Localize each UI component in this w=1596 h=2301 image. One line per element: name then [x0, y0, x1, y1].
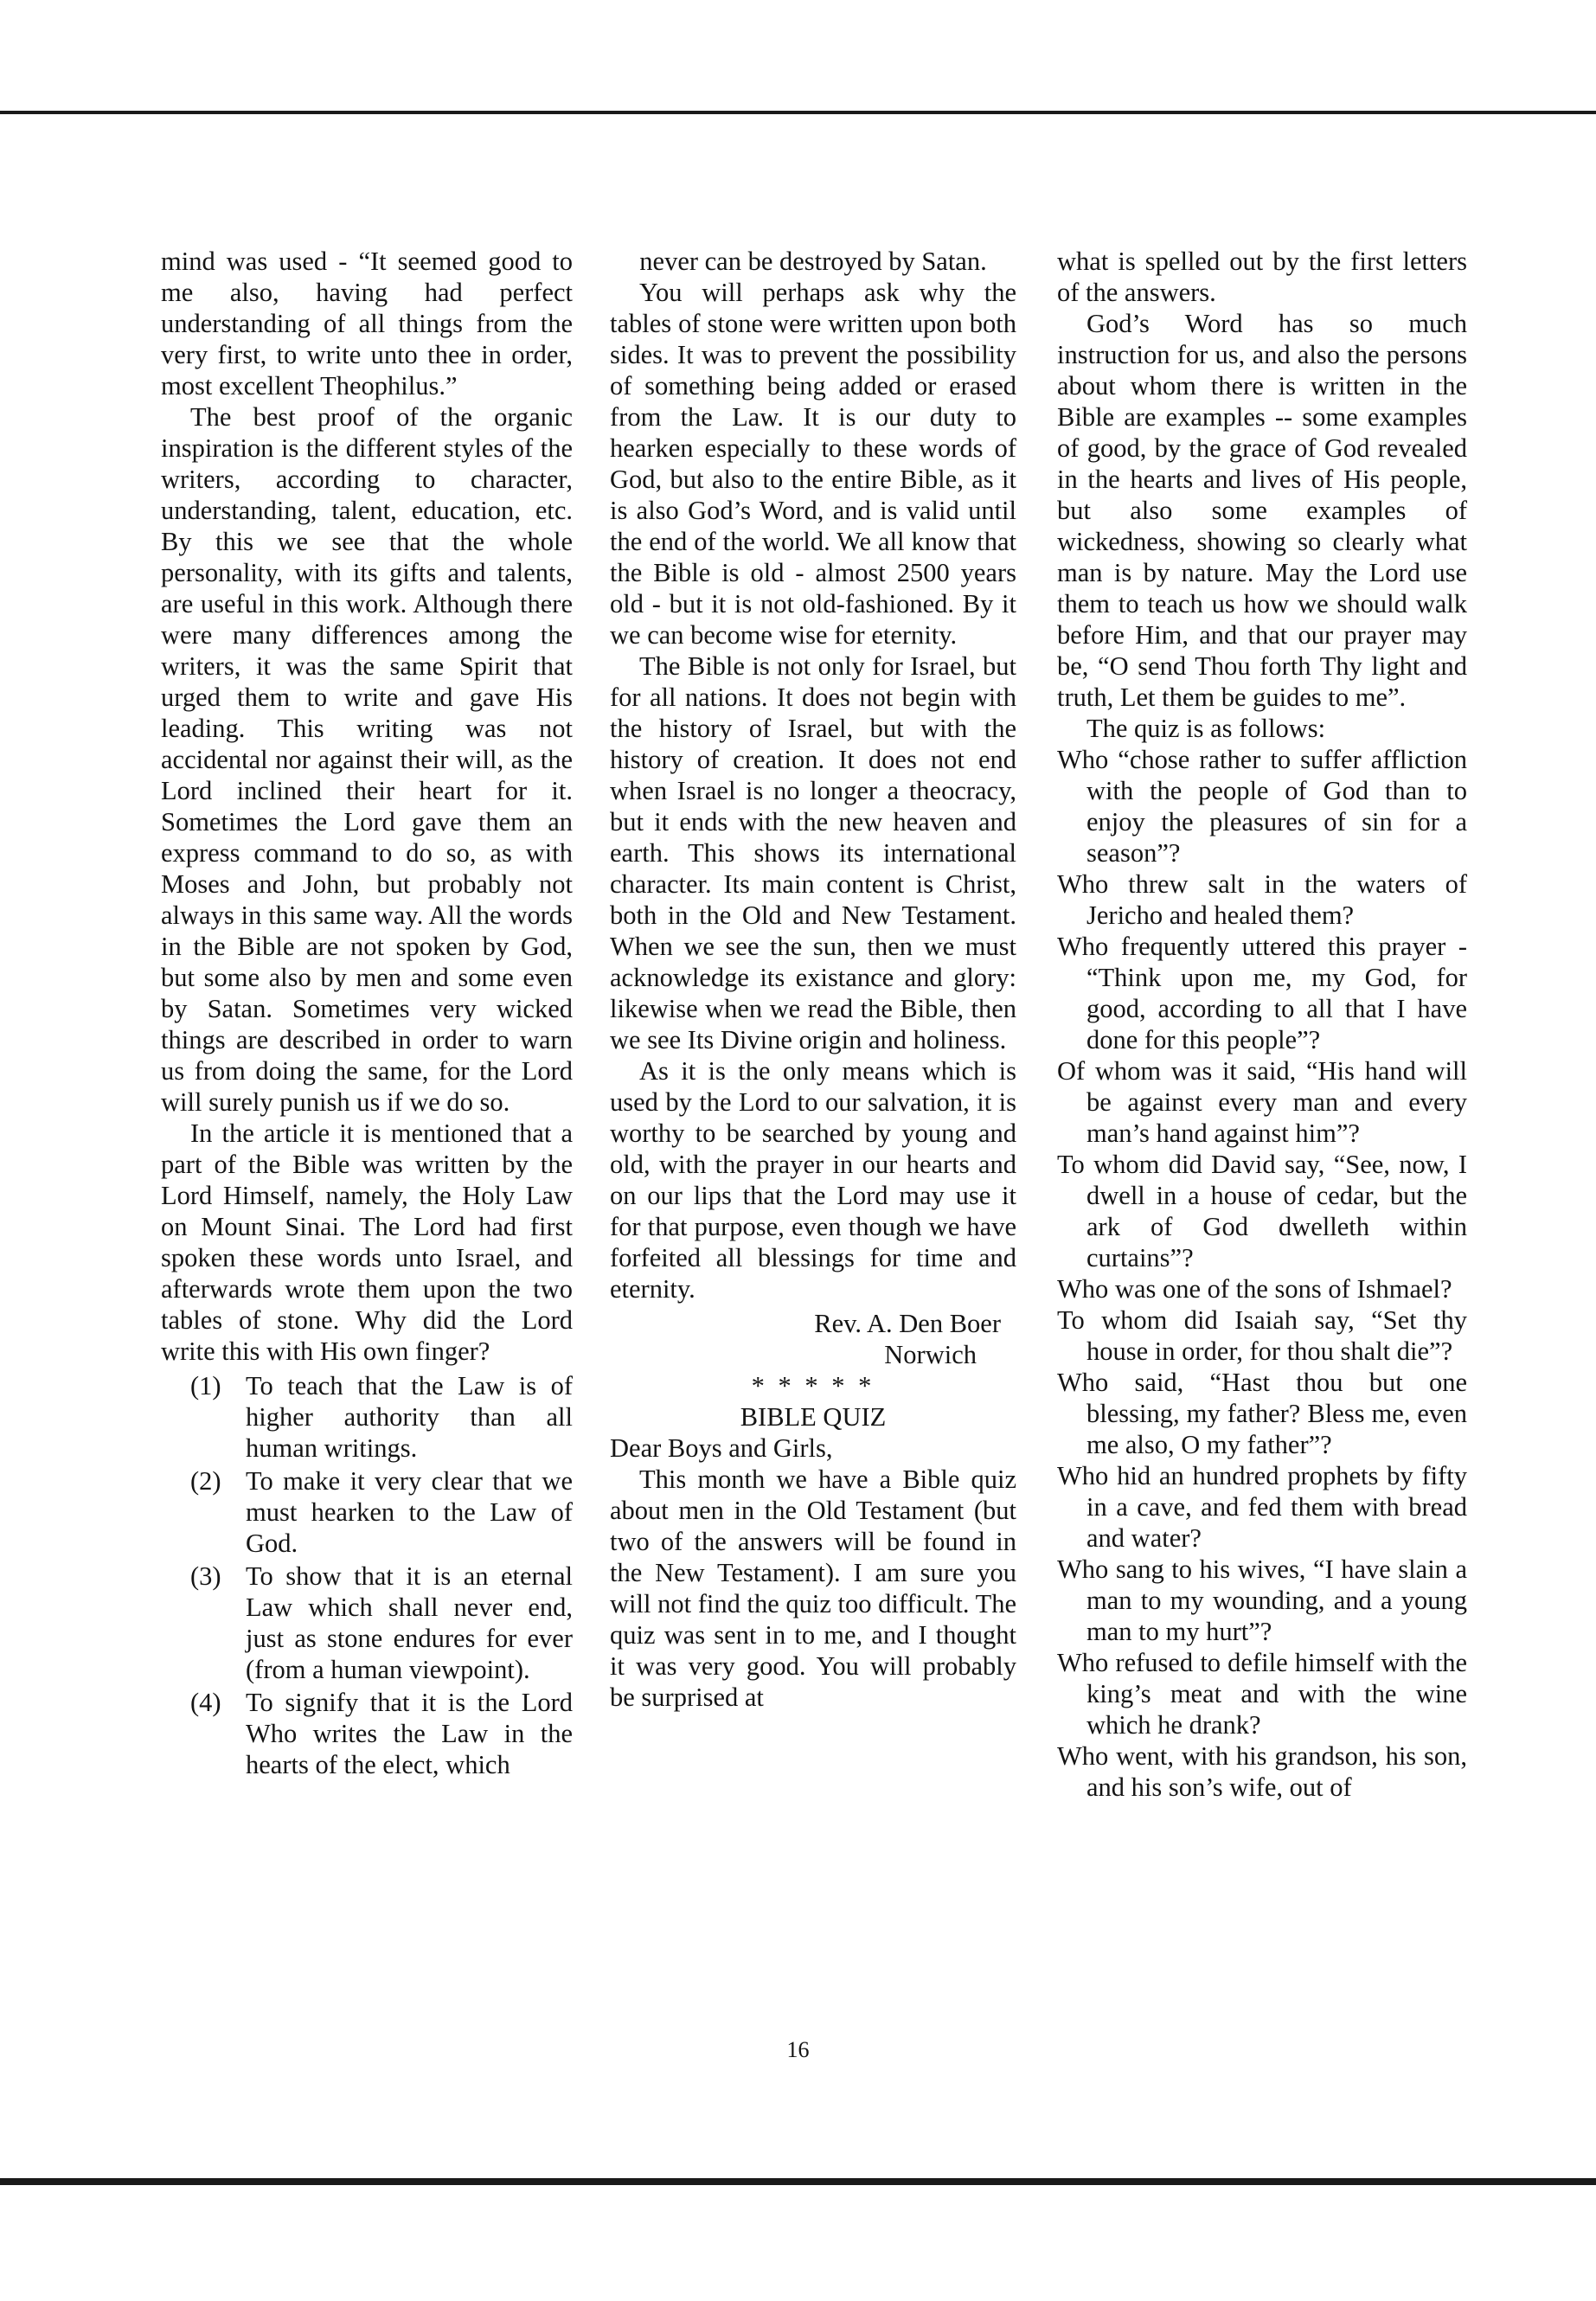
- column-3: [1057, 246, 1467, 1803]
- paragraph: God’s Word has so much instruction for us, and also the persons about whom there is written in the Bible are examples -- some examples of good, by the grace of God revealed in the hearts and lives of His people, but also some examples of wickedness, showing so clearly what man is by nature. May the Lord use them to teach us how we should walk before Him, and that our prayer may be, “O send Thou forth Thy light and truth, Let them be guides to me”.: [1057, 309, 1467, 712]
- paragraph: never can be destroyed by Satan.: [639, 247, 987, 276]
- quiz-question: Who hid an hundred prophets by fifty in a cave, and fed them with bread and water?: [1057, 1461, 1467, 1553]
- list-item: [190, 1370, 573, 1464]
- paragraph: This month we have a Bible quiz about men in the Old Testament (but two of the answers will be found in the New Testament). I am sure you will not find the quiz too difficult. The quiz was sent in to me, and I thought it was very good. You will probably be surprised at: [610, 1465, 1016, 1712]
- paragraph: The best proof of the organic inspiration is the different styles of the writers, according to character, understanding, talent, education, etc. By this we see that the whole personality, with its gifts and talents, are useful in this work. Although there were many differences among the writers, it was the same Spirit that urged them to write and gave His leading. This writing was not accidental nor against their will, as the Lord inclined their heart for it. Sometimes the Lord gave them an express command to do so, as with Moses and John, but probably not always in this same way. All the words in the Bible are not spoken by God, but some also by men and some even by Satan. Sometimes very wicked things are described in order to warn us from doing the same, for the Lord will surely punish us if we do so.: [161, 402, 573, 1117]
- paragraph: In the article it is mentioned that a part of the Bible was written by the Lord Himself, namely, the Holy Law on Mount Sinai. The Lord had first spoken these words unto Israel, and afterwards wrote them upon the two tables of stone. Why did the Lord write this with His own finger?: [161, 1118, 573, 1366]
- numbered-list: [190, 1370, 573, 1780]
- quiz-question: Who “chose rather to suffer affliction with the people of God than to enjoy the pleasures of sin for a season”?: [1057, 745, 1467, 868]
- paragraph: what is spelled out by the first letters of the answers.: [1057, 247, 1467, 307]
- quiz-lead: The quiz is as follows:: [1086, 714, 1326, 743]
- paragraph: You will perhaps ask why the tables of stone were written upon both sides. It was to prevent the possibility of something being added or erased from the Law. It is our duty to hearken especially to these words of God, but also to the entire Bible, as it is also God’s Word, and is valid until the end of the world. We all know that the Bible is old - almost 2500 years old - but it is not old-fashioned. By it we can become wise for eternity.: [610, 278, 1016, 650]
- paragraph: mind was used - “It seemed good to me also, having had perfect understanding of all things from the very first, to write unto thee in order, most excellent Theophilus.”: [161, 247, 573, 401]
- quiz-question: Who said, “Hast thou but one blessing, my father? Bless me, even me also, O my father”?: [1057, 1368, 1467, 1459]
- page-number: 16: [786, 2037, 810, 2062]
- list-text: To signify that it is the Lord Who writes the Law in the hearts of the elect, which: [246, 1688, 573, 1779]
- list-text: To make it very clear that we must hearken to the Law of God.: [246, 1466, 573, 1558]
- list-item: [190, 1465, 573, 1559]
- list-text: To show that it is an eternal Law which shall never end, just as stone endures for ever (from a human viewpoint).: [246, 1561, 573, 1684]
- list-number: (3): [190, 1561, 221, 1591]
- list-item: [190, 1687, 573, 1780]
- quiz-question: Who went, with his grandson, his son, and his son’s wife, out of: [1057, 1741, 1467, 1802]
- quiz-question: Of whom was it said, “His hand will be against every man and every man’s hand against him”?: [1057, 1056, 1467, 1148]
- quiz-question: To whom did David say, “See, now, I dwell in a house of cedar, but the ark of God dwelleth within curtains”?: [1057, 1150, 1467, 1272]
- list-number: (2): [190, 1466, 221, 1496]
- list-number: (4): [190, 1688, 221, 1717]
- salutation: Dear Boys and Girls,: [610, 1433, 833, 1463]
- quiz-question: Who refused to defile himself with the king’s meat and with the wine which he drank?: [1057, 1648, 1467, 1740]
- list-number: (1): [190, 1371, 221, 1400]
- top-rule: [0, 111, 1596, 114]
- paragraph: As it is the only means which is used by the Lord to our salvation, it is worthy to be searched by young and old, with the prayer in our hearts and on our lips that the Lord may use it for that purpose, even though we have forfeited all blessings for time and eternity.: [610, 1056, 1016, 1304]
- quiz-question: Who frequently uttered this prayer - “Think upon me, my God, for good, according to all that I have done for this people”?: [1057, 932, 1467, 1054]
- quiz-question: To whom did Isaiah say, “Set thy house in order, for thou shalt die”?: [1057, 1305, 1467, 1366]
- author-name: Rev. A. Den Boer: [814, 1309, 1001, 1338]
- quiz-question: Who threw salt in the waters of Jericho and healed them?: [1057, 869, 1467, 930]
- quiz-question: Who was one of the sons of Ishmael?: [1057, 1274, 1452, 1304]
- author-place: Norwich: [884, 1340, 977, 1369]
- list-text: To teach that the Law is of higher authority than all human writings.: [246, 1371, 573, 1463]
- list-item: [190, 1561, 573, 1685]
- quiz-question: Who sang to his wives, “I have slain a man to my wounding, and a young man to my hurt”?: [1057, 1554, 1467, 1646]
- signature: [610, 1308, 1016, 1370]
- column-2: [610, 246, 1016, 1713]
- column-1: [161, 246, 573, 1782]
- section-separator: * * * * *: [751, 1371, 875, 1400]
- paragraph: The Bible is not only for Israel, but for all nations. It does not begin with the history of Israel, but with the history of creation. It does not end when Israel is no longer a theocracy, but it ends with the new heaven and earth. This shows its international character. Its main content is Christ, both in the Old and New Testament. When we see the sun, then we must acknowledge its existance and glory: likewise when we read the Bible, then we see Its Divine origin and holiness.: [610, 651, 1016, 1054]
- section-heading: BIBLE QUIZ: [740, 1402, 887, 1432]
- bottom-rule: [0, 2178, 1596, 2185]
